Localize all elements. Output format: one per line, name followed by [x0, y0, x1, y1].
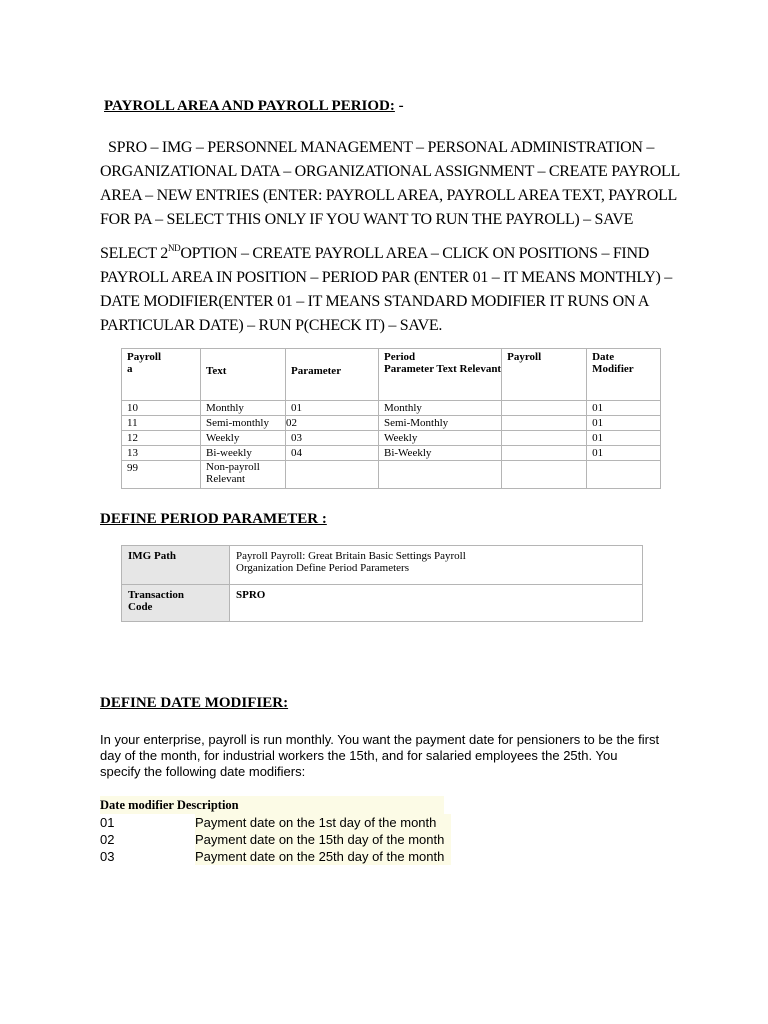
cell-area: 13 — [122, 446, 201, 461]
paragraph-img-path — [100, 136, 730, 232]
table-row — [122, 431, 661, 446]
cell-text: Semi-monthly — [201, 416, 286, 431]
paragraph-line: SPRO – IMG – PERSONNEL MANAGEMENT – PERSONAL ADMINISTRATION – — [108, 139, 655, 156]
cell-param: 02 — [286, 416, 379, 431]
paragraph-select-option — [100, 242, 730, 338]
paragraph-line: AREA – NEW ENTRIES (ENTER: PAYROLL AREA, PAYROLL AREA TEXT, PAYROLL — [100, 187, 678, 204]
transaction-code-label: Transaction Code — [122, 585, 230, 622]
table-row — [122, 585, 643, 622]
header-parameter: Parameter — [286, 349, 379, 401]
date-modifier-header: Date modifier Description — [100, 796, 444, 814]
header-payroll-area: Payroll a — [122, 349, 201, 401]
option-text: OPTION – CREATE PAYROLL AREA – CLICK ON POSITIONS – FIND — [180, 245, 649, 262]
cell-ptext: Monthly — [379, 401, 502, 416]
cell-param: 01 — [286, 401, 379, 416]
paragraph-date-modifier: In your enterprise, payroll is run monthly. You want the payment date for pensioners to be the first day of the month, for industrial workers the 15th, and for salaried employees the 25th. You specify the following date modifiers: — [100, 732, 660, 779]
paragraph-line: ORGANIZATIONAL DATA – ORGANIZATIONAL ASSIGNMENT – CREATE PAYROLL — [100, 163, 680, 180]
date-modifier-desc: Payment date on the 1st day of the month — [195, 814, 451, 831]
cell-param — [286, 461, 379, 489]
header-payroll-relevant: Payroll — [502, 349, 587, 401]
cell-modifier: 01 — [587, 431, 661, 446]
cell-modifier — [587, 461, 661, 489]
list-item — [100, 814, 451, 831]
cell-modifier: 01 — [587, 446, 661, 461]
table-row — [122, 446, 661, 461]
cell-ptext: Bi-Weekly — [379, 446, 502, 461]
cell-relevant — [502, 431, 587, 446]
cell-relevant — [502, 401, 587, 416]
img-path-label: IMG Path — [122, 546, 230, 585]
transaction-code-value: SPRO — [230, 585, 643, 622]
cell-ptext: Semi-Monthly — [379, 416, 502, 431]
paragraph-line — [100, 242, 730, 266]
cell-area: 10 — [122, 401, 201, 416]
paragraph-line: DATE MODIFIER(ENTER 01 – IT MEANS STANDARD MODIFIER IT RUNS ON A — [100, 293, 650, 310]
cell-area: 11 — [122, 416, 201, 431]
date-modifier-code: 03 — [100, 849, 115, 864]
table-row — [122, 546, 643, 585]
cell-area: 99 — [122, 461, 201, 489]
select-text: SELECT 2 — [100, 245, 168, 262]
cell-ptext — [379, 461, 502, 489]
header-text: Text — [201, 349, 286, 401]
table-header-row — [122, 349, 661, 401]
cell-modifier: 01 — [587, 416, 661, 431]
date-modifier-desc: Payment date on the 15th day of the month — [195, 831, 451, 848]
date-modifier-list — [100, 796, 451, 865]
cell-modifier: 01 — [587, 401, 661, 416]
date-modifier-code: 01 — [100, 815, 115, 830]
cell-text: Bi-weekly — [201, 446, 286, 461]
header-period-parameter-text: Period Parameter Text Relevant — [379, 349, 502, 401]
paragraph-line: PARTICULAR DATE) – RUN P(CHECK IT) – SAVE. — [100, 317, 443, 334]
cell-relevant — [502, 416, 587, 431]
img-path-table — [121, 545, 643, 622]
paragraph-line: FOR PA – SELECT THIS ONLY IF YOU WANT TO RUN THE PAYROLL) – SAVE — [100, 211, 634, 228]
date-modifier-desc: Payment date on the 25th day of the month — [195, 848, 451, 865]
paragraph-line: PAYROLL AREA IN POSITION – PERIOD PAR (ENTER 01 – IT MEANS MONTHLY) – — [100, 269, 672, 286]
heading-payroll-area-suffix: - — [394, 98, 404, 114]
payroll-area-table — [121, 348, 661, 489]
heading-define-period-parameter: DEFINE PERIOD PARAMETER : — [100, 511, 327, 527]
cell-param: 04 — [286, 446, 379, 461]
date-modifier-code: 02 — [100, 832, 115, 847]
list-item — [100, 831, 451, 848]
cell-relevant — [502, 446, 587, 461]
header-date-modifier: Date Modifier — [587, 349, 661, 401]
heading-payroll-area-text: PAYROLL AREA AND PAYROLL PERIOD: — [104, 98, 395, 114]
cell-text: Non-payroll Relevant — [201, 461, 286, 489]
heading-define-date-modifier: DEFINE DATE MODIFIER: — [100, 695, 289, 711]
cell-area: 12 — [122, 431, 201, 446]
cell-relevant — [502, 461, 587, 489]
cell-ptext: Weekly — [379, 431, 502, 446]
cell-text: Weekly — [201, 431, 286, 446]
superscript-nd: ND — [167, 243, 181, 253]
heading-payroll-area — [104, 98, 404, 115]
cell-text: Monthly — [201, 401, 286, 416]
table-row — [122, 461, 661, 489]
table-row — [122, 416, 661, 431]
table-row — [122, 401, 661, 416]
cell-param: 03 — [286, 431, 379, 446]
img-path-value: Payroll Payroll: Great Britain Basic Settings Payroll Organization Define Period Parameters — [230, 546, 643, 585]
list-item — [100, 848, 451, 865]
